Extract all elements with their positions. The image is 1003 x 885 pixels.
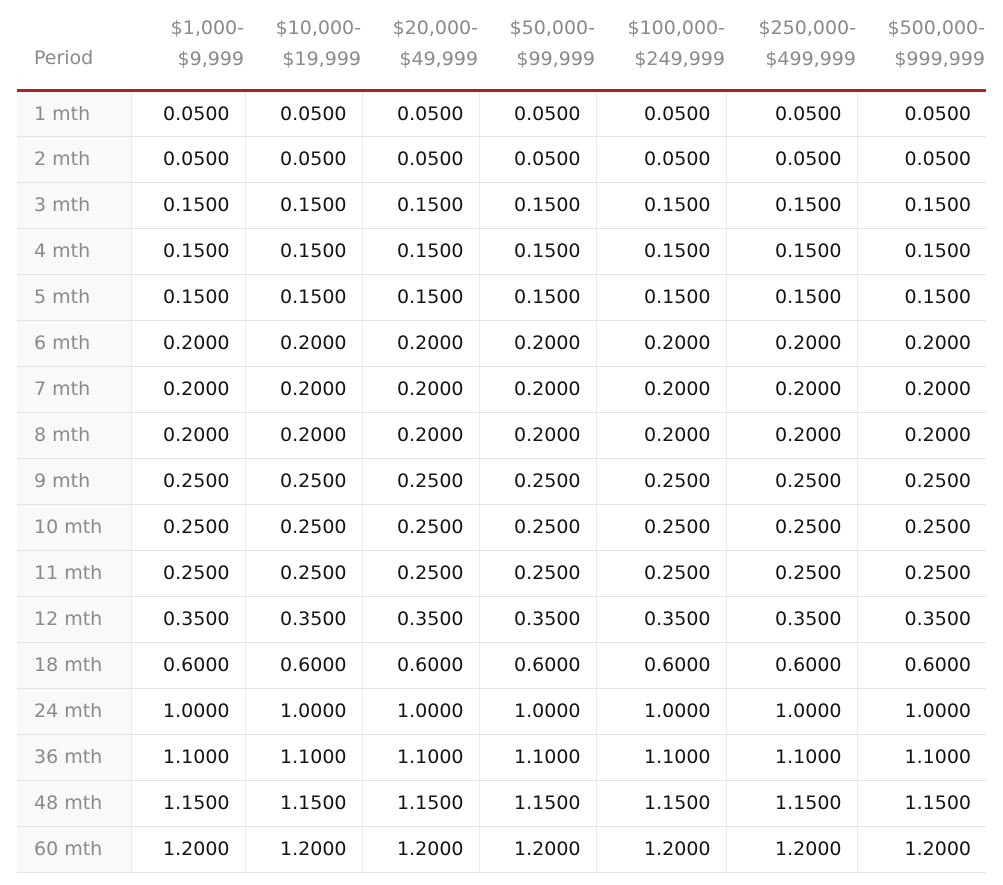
period-cell: 5 mth	[17, 274, 131, 320]
rate-cell: 0.2500	[479, 504, 596, 550]
period-cell: 48 mth	[17, 780, 131, 826]
rate-cell: 0.2500	[479, 550, 596, 596]
amount-tier-from: $50,000-	[509, 17, 595, 40]
rate-cell: 0.3500	[857, 596, 986, 642]
rate-cell: 0.6000	[596, 642, 726, 688]
amount-tier-header	[596, 0, 726, 90]
rate-cell: 0.2500	[726, 550, 857, 596]
rate-cell: 1.1000	[245, 734, 362, 780]
rate-cell: 0.3500	[131, 596, 245, 642]
period-cell: 2 mth	[17, 136, 131, 182]
rate-cell: 0.3500	[362, 596, 479, 642]
table-row	[17, 412, 986, 458]
rate-cell: 1.0000	[245, 688, 362, 734]
amount-tier-to: $999,999	[894, 48, 985, 71]
header-row	[17, 0, 986, 90]
rate-cell: 1.1000	[596, 734, 726, 780]
rate-cell: 0.1500	[131, 228, 245, 274]
rate-cell: 0.2500	[596, 458, 726, 504]
rate-cell: 1.1500	[131, 780, 245, 826]
table-row	[17, 136, 986, 182]
rate-cell: 1.2000	[362, 826, 479, 872]
table-row	[17, 182, 986, 228]
table-row	[17, 228, 986, 274]
rate-cell: 0.2000	[362, 320, 479, 366]
rate-cell: 0.2000	[245, 366, 362, 412]
rate-cell: 0.0500	[596, 90, 726, 136]
rate-cell: 0.3500	[479, 596, 596, 642]
table-header	[17, 0, 986, 90]
period-cell: 7 mth	[17, 366, 131, 412]
rate-cell: 0.1500	[479, 274, 596, 320]
rate-cell: 1.1000	[479, 734, 596, 780]
rate-cell: 1.0000	[362, 688, 479, 734]
rate-cell: 0.1500	[131, 274, 245, 320]
rate-cell: 1.2000	[596, 826, 726, 872]
rate-cell: 0.6000	[131, 642, 245, 688]
rate-cell: 1.0000	[857, 688, 986, 734]
rate-cell: 1.1500	[362, 780, 479, 826]
table-row	[17, 366, 986, 412]
table-row	[17, 596, 986, 642]
rate-cell: 0.0500	[857, 90, 986, 136]
amount-tier-to: $49,999	[399, 48, 478, 71]
period-cell: 6 mth	[17, 320, 131, 366]
table-row	[17, 780, 986, 826]
amount-tier-from: $250,000-	[758, 17, 856, 40]
amount-tier-header	[726, 0, 857, 90]
table-row	[17, 688, 986, 734]
rate-cell: 0.2000	[479, 412, 596, 458]
rate-cell: 0.0500	[245, 90, 362, 136]
rate-cell: 1.1000	[857, 734, 986, 780]
rate-cell: 0.2500	[131, 458, 245, 504]
rate-cell: 1.2000	[131, 826, 245, 872]
rate-cell: 0.2500	[362, 458, 479, 504]
rate-cell: 0.0500	[131, 136, 245, 182]
rate-cell: 0.2500	[245, 550, 362, 596]
table-row	[17, 274, 986, 320]
amount-tier-header	[245, 0, 362, 90]
rate-cell: 0.1500	[857, 228, 986, 274]
amount-tier-to: $19,999	[282, 48, 361, 71]
rate-cell: 0.2000	[857, 366, 986, 412]
rate-cell: 0.1500	[596, 228, 726, 274]
rate-cell: 0.2000	[596, 366, 726, 412]
amount-tier-to: $499,999	[765, 48, 856, 71]
rate-cell: 0.1500	[726, 182, 857, 228]
period-column-header: Period	[17, 0, 131, 90]
rate-cell: 0.1500	[245, 182, 362, 228]
table-row	[17, 458, 986, 504]
rate-cell: 0.2500	[596, 504, 726, 550]
rate-cell: 0.2500	[596, 550, 726, 596]
rate-cell: 0.6000	[479, 642, 596, 688]
rate-cell: 0.3500	[726, 596, 857, 642]
rate-cell: 0.0500	[362, 90, 479, 136]
amount-tier-from: $10,000-	[275, 17, 361, 40]
rate-cell: 0.1500	[245, 274, 362, 320]
rate-cell: 0.2000	[857, 320, 986, 366]
period-cell: 12 mth	[17, 596, 131, 642]
rate-cell: 1.0000	[131, 688, 245, 734]
rate-cell: 1.1500	[245, 780, 362, 826]
rate-cell: 0.3500	[245, 596, 362, 642]
amount-tier-to: $99,999	[516, 48, 595, 71]
period-cell: 18 mth	[17, 642, 131, 688]
period-cell: 24 mth	[17, 688, 131, 734]
table-row	[17, 734, 986, 780]
table-row	[17, 90, 986, 136]
rate-cell: 1.1500	[596, 780, 726, 826]
rate-cell: 0.1500	[479, 228, 596, 274]
rate-cell: 1.1000	[726, 734, 857, 780]
rate-cell: 0.2500	[857, 458, 986, 504]
period-cell: 60 mth	[17, 826, 131, 872]
rate-cell: 0.2500	[362, 550, 479, 596]
amount-tier-to: $9,999	[177, 48, 244, 71]
rate-cell: 0.0500	[131, 90, 245, 136]
period-cell: 10 mth	[17, 504, 131, 550]
rate-cell: 1.0000	[479, 688, 596, 734]
rate-cell: 0.6000	[726, 642, 857, 688]
rate-cell: 0.2500	[479, 458, 596, 504]
amount-tier-header	[362, 0, 479, 90]
rate-cell: 0.6000	[362, 642, 479, 688]
rate-cell: 0.2000	[726, 320, 857, 366]
rate-cell: 0.1500	[857, 182, 986, 228]
amount-tier-header	[479, 0, 596, 90]
rate-cell: 1.2000	[726, 826, 857, 872]
rate-cell: 0.2500	[726, 458, 857, 504]
amount-tier-from: $100,000-	[627, 17, 725, 40]
rate-cell: 0.1500	[362, 182, 479, 228]
rate-cell: 0.2500	[362, 504, 479, 550]
rate-cell: 0.2500	[245, 458, 362, 504]
amount-tier-to: $249,999	[634, 48, 725, 71]
rate-cell: 0.0500	[596, 136, 726, 182]
table-row	[17, 826, 986, 872]
interest-rate-table	[17, 0, 986, 873]
rate-cell: 0.0500	[362, 136, 479, 182]
table-row	[17, 550, 986, 596]
rate-cell: 0.2000	[596, 412, 726, 458]
rate-cell: 0.0500	[479, 90, 596, 136]
rate-cell: 0.2000	[726, 412, 857, 458]
rate-cell: 0.2500	[131, 504, 245, 550]
period-cell: 11 mth	[17, 550, 131, 596]
rate-cell: 1.0000	[596, 688, 726, 734]
table-body	[17, 90, 986, 872]
rate-cell: 0.2000	[479, 366, 596, 412]
rate-cell: 0.0500	[726, 90, 857, 136]
period-cell: 1 mth	[17, 90, 131, 136]
amount-tier-from: $20,000-	[392, 17, 478, 40]
rate-cell: 1.2000	[479, 826, 596, 872]
rate-cell: 1.1000	[362, 734, 479, 780]
period-cell: 3 mth	[17, 182, 131, 228]
rate-cell: 0.2500	[726, 504, 857, 550]
rate-cell: 1.1500	[857, 780, 986, 826]
rate-cell: 0.1500	[726, 228, 857, 274]
rate-cell: 0.2000	[362, 412, 479, 458]
rate-cell: 1.0000	[726, 688, 857, 734]
rate-cell: 0.2000	[857, 412, 986, 458]
rate-cell: 0.6000	[245, 642, 362, 688]
rate-cell: 0.1500	[362, 274, 479, 320]
rate-cell: 0.2500	[857, 504, 986, 550]
table-row	[17, 642, 986, 688]
rate-cell: 0.2000	[131, 366, 245, 412]
amount-tier-from: $1,000-	[170, 17, 244, 40]
rate-cell: 0.0500	[245, 136, 362, 182]
amount-tier-header	[857, 0, 986, 90]
amount-tier-header	[131, 0, 245, 90]
rate-cell: 0.2500	[857, 550, 986, 596]
rate-cell: 0.1500	[857, 274, 986, 320]
rate-cell: 0.2500	[131, 550, 245, 596]
rate-cell: 0.1500	[596, 182, 726, 228]
rate-cell: 1.1500	[726, 780, 857, 826]
table-row	[17, 320, 986, 366]
rate-cell: 1.2000	[245, 826, 362, 872]
rate-cell: 1.1000	[131, 734, 245, 780]
rate-cell: 0.1500	[362, 228, 479, 274]
rate-cell: 0.1500	[596, 274, 726, 320]
rate-cell: 1.2000	[857, 826, 986, 872]
rate-cell: 0.1500	[245, 228, 362, 274]
rate-cell: 0.6000	[857, 642, 986, 688]
table-row	[17, 504, 986, 550]
period-cell: 36 mth	[17, 734, 131, 780]
rate-cell: 0.2000	[362, 366, 479, 412]
period-cell: 9 mth	[17, 458, 131, 504]
rate-cell: 0.2000	[479, 320, 596, 366]
rate-cell: 0.0500	[857, 136, 986, 182]
rate-cell: 1.1500	[479, 780, 596, 826]
rate-cell: 0.0500	[479, 136, 596, 182]
rate-cell: 0.2000	[131, 412, 245, 458]
rate-cell: 0.2000	[245, 412, 362, 458]
rate-cell: 0.2000	[131, 320, 245, 366]
rate-cell: 0.2000	[726, 366, 857, 412]
period-cell: 4 mth	[17, 228, 131, 274]
period-cell: 8 mth	[17, 412, 131, 458]
rate-cell: 0.1500	[726, 274, 857, 320]
rate-cell: 0.3500	[596, 596, 726, 642]
rate-cell: 0.2000	[596, 320, 726, 366]
rate-cell: 0.2500	[245, 504, 362, 550]
rate-cell: 0.0500	[726, 136, 857, 182]
rate-cell: 0.1500	[479, 182, 596, 228]
amount-tier-from: $500,000-	[887, 17, 985, 40]
rate-cell: 0.1500	[131, 182, 245, 228]
rate-cell: 0.2000	[245, 320, 362, 366]
